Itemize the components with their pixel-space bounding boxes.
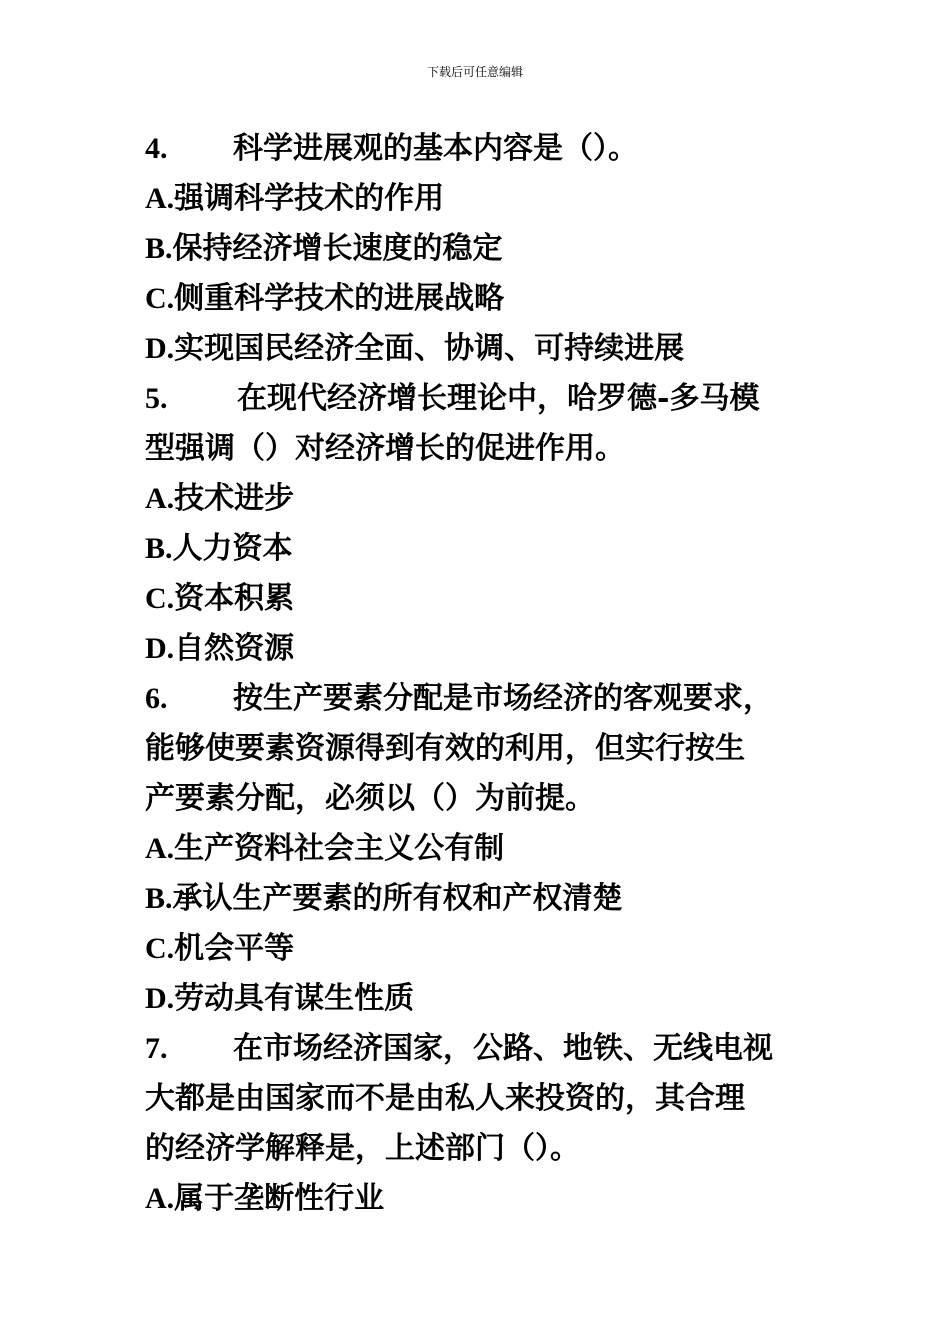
question-6-continued: 能够使要素资源得到有效的利用，但实行按生 (145, 731, 745, 766)
option-letter: C. (145, 582, 175, 615)
option-letter: D. (145, 332, 175, 365)
option-b (145, 874, 815, 924)
question-7 (145, 1024, 815, 1074)
question-number: 4. (145, 132, 168, 165)
option-text: 自然资源 (174, 631, 295, 666)
option-text: 属于垄断性行业 (174, 1181, 385, 1216)
question-number: 5. (145, 382, 168, 415)
page-header: 下载后可任意编辑 (426, 65, 523, 79)
option-c (145, 274, 815, 324)
question-6 (145, 674, 815, 724)
question-5 (145, 374, 815, 424)
option-a (145, 174, 815, 224)
option-text: 资本积累 (174, 581, 295, 616)
option-a (145, 824, 815, 874)
option-d (145, 624, 815, 674)
question-text: 按生产要素分配是市场经济的客观要求， (233, 681, 773, 716)
option-letter: A. (145, 832, 175, 865)
option-text: 机会平等 (174, 931, 295, 966)
option-c (145, 924, 815, 974)
option-letter: D. (145, 632, 175, 665)
option-a (145, 474, 815, 524)
option-text: 实现国民经济全面、协调、可持续进展 (174, 331, 685, 366)
question-text: 在现代经济增长理论中，哈罗德-多马模 (237, 381, 760, 416)
option-letter: A. (145, 482, 175, 515)
option-b (145, 224, 815, 274)
option-text: 生产资料社会主义公有制 (174, 831, 505, 866)
option-letter: C. (145, 282, 175, 315)
option-d (145, 974, 815, 1024)
option-d (145, 324, 815, 374)
document-body (145, 124, 815, 1224)
option-letter: D. (145, 982, 175, 1015)
option-letter: A. (145, 182, 175, 215)
option-text: 劳动具有谋生性质 (174, 981, 415, 1016)
question-6-continued: 产要素分配，必须以（）为前提。 (145, 781, 595, 816)
question-text: 在市场经济国家，公路、地铁、无线电视 (233, 1031, 773, 1066)
option-text: 侧重科学技术的进展战略 (174, 281, 505, 316)
option-text: 承认生产要素的所有权和产权清楚 (172, 881, 623, 916)
option-letter: C. (145, 932, 175, 965)
option-text: 技术进步 (174, 481, 295, 516)
option-letter: A. (145, 1182, 175, 1215)
option-letter: B. (145, 532, 173, 565)
question-number: 6. (145, 682, 168, 715)
question-7-continued: 的经济学解释是，上述部门（）。 (145, 1131, 580, 1166)
option-text: 保持经济增长速度的稳定 (172, 231, 503, 266)
question-7-continued: 大都是由国家而不是由私人来投资的，其合理 (145, 1081, 745, 1116)
question-number: 7. (145, 1032, 168, 1065)
option-a (145, 1174, 815, 1224)
option-b (145, 524, 815, 574)
question-text: 科学进展观的基本内容是（）。 (233, 131, 638, 166)
option-text: 人力资本 (172, 531, 293, 566)
option-c (145, 574, 815, 624)
question-5-continued: 型强调（）对经济增长的促进作用。 (145, 431, 625, 466)
question-4 (145, 124, 815, 174)
option-letter: B. (145, 232, 173, 265)
option-text: 强调科学技术的作用 (174, 181, 445, 216)
option-letter: B. (145, 882, 173, 915)
